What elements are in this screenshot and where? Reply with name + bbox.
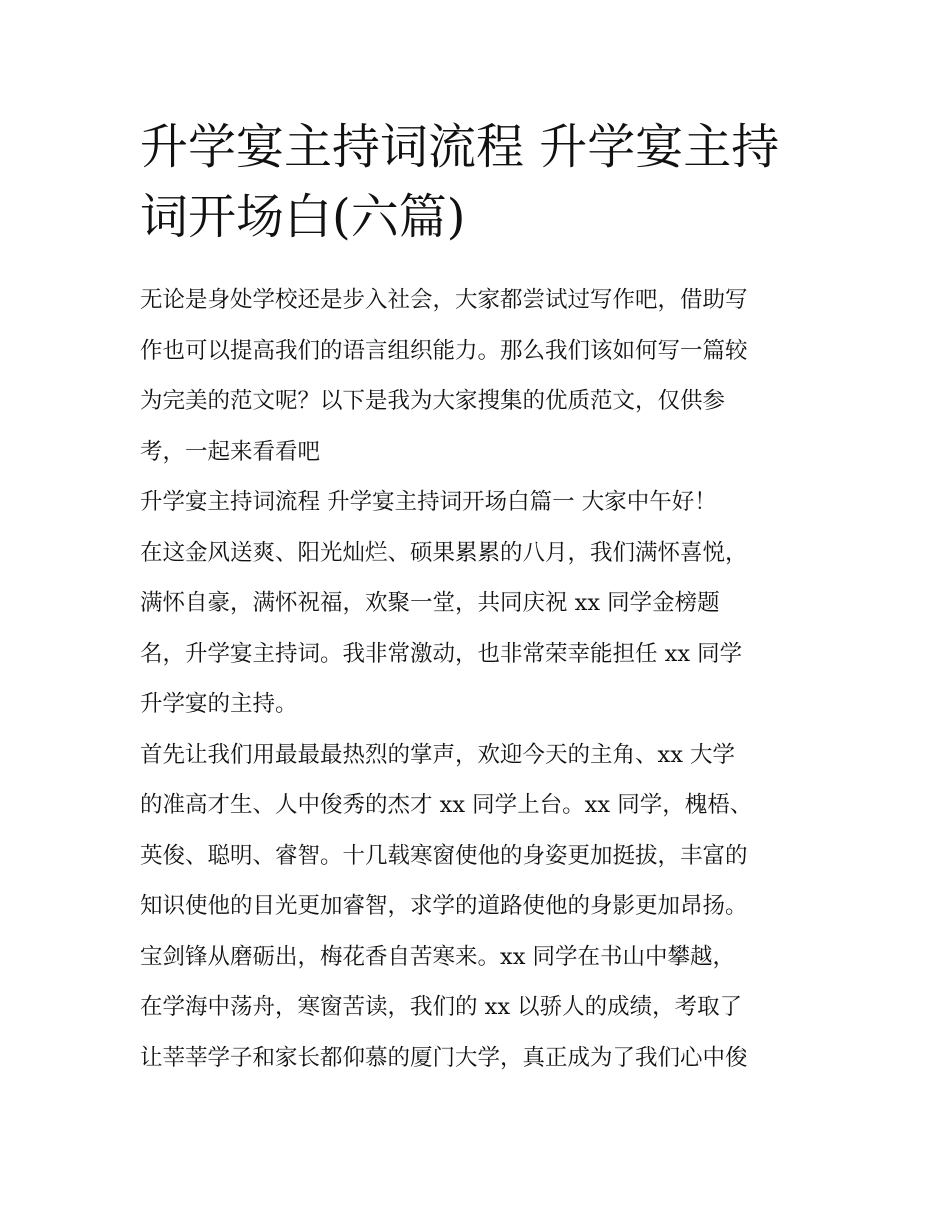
title-line: 升学宴主持词流程 升学宴主持 bbox=[140, 119, 780, 175]
body-line: 的准高才生、人中俊秀的杰才 xx 同学上台。xx 同学，槐梧、 bbox=[140, 792, 753, 818]
body-line: 知识使他的目光更加睿智，求学的道路使他的身影更加昂扬。 bbox=[140, 893, 748, 919]
title-line: 词开场白(六篇) bbox=[140, 189, 466, 245]
body-line: 满怀自豪，满怀祝福，欢聚一堂，共同庆祝 xx 同学金榜题 bbox=[140, 590, 720, 616]
body-line: 作也可以提高我们的语言组织能力。那么我们该如何写一篇较 bbox=[140, 337, 748, 364]
body-line: 宝剑锋从磨砺出，梅花香自苦寒来。xx 同学在书山中攀越， bbox=[140, 943, 736, 970]
body-line: 在这金风送爽、阳光灿烂、硕果累累的八月，我们满怀喜悦， bbox=[140, 539, 748, 566]
body-line: 首先让我们用最最最热烈的掌声，欢迎今天的主角、xx 大学 bbox=[140, 741, 736, 768]
body-line: 为完美的范文呢？以下是我为大家搜集的优质范文，仅供参 bbox=[140, 388, 726, 414]
body-line: 英俊、聪明、睿智。十几载寒窗使他的身姿更加挺拔，丰富的 bbox=[140, 842, 748, 869]
body-line: 让莘莘学子和家长都仰慕的厦门大学，真正成为了我们心中俊 bbox=[140, 1044, 748, 1071]
body-line: 升学宴的主持。 bbox=[140, 691, 298, 717]
body-line: 升学宴主持词流程 升学宴主持词开场白篇一 大家中午好！ bbox=[140, 489, 717, 515]
body-line: 考，一起来看看吧 bbox=[140, 438, 321, 465]
body-line: 无论是身处学校还是步入社会，大家都尝试过写作吧，借助写 bbox=[140, 287, 748, 313]
document-body bbox=[140, 275, 830, 1083]
body-line: 在学海中荡舟，寒窗苦读，我们的 xx 以骄人的成绩，考取了 bbox=[140, 994, 743, 1020]
body-line: 名，升学宴主持词。我非常激动，也非常荣幸能担任 xx 同学 bbox=[140, 640, 743, 667]
document-title bbox=[140, 112, 830, 252]
